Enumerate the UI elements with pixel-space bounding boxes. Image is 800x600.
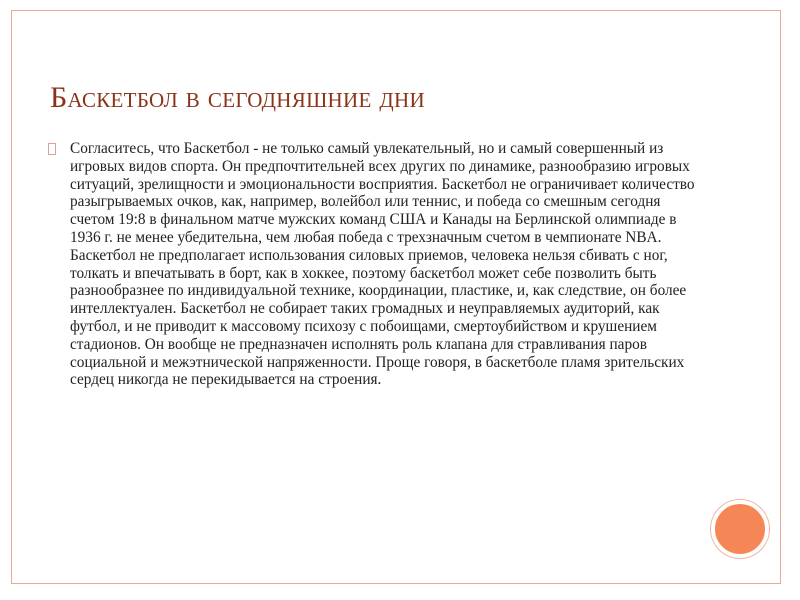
bullet-icon bbox=[48, 143, 56, 155]
accent-circle-icon bbox=[711, 500, 769, 558]
body-paragraph: Согласитесь, что Баскетбол - не только самый увлекательный, но и самый совершенный из игровых видов спорта. Он предпочтительней всех других по динамике, разнообразию игровых ситуаций, зрелищности и эмоциональности восприятия. Баскетбол не ограничивает количество разыгрываемых очков, как, например, волейбол или теннис, и победа со смешным сегодня счетом 19:8 в финальном матче мужских команд США и Канады на Берлинской олимпиаде в 1936 г. не менее убедительна, чем любая победа с трехзначным счетом в чемпионате NBA. Баскетбол не предполагает использования силовых приемов, человека нельзя сбивать с ног, толкать и впечатывать в борт, как в хоккее, поэтому баскетбол может себе позволить быть разнообразнее по индивидуальной технике, координации, пластике, и, как следствие, он более интеллектуален. Баскетбол не собирает таких громадных и неуправляемых аудиторий, как футбол, и не приводит к массовому психозу с побоищами, смертоубийством и крушением стадионов. Он вообще не предназначен исполнять роль клапана для стравливания паров социальной и межэтнической напряженности. Проще говоря, в баскетболе пламя зрительских сердец никогда не перекидывается на строения. bbox=[70, 140, 695, 389]
slide-title: Баскетбол в сегодняшние дни bbox=[50, 81, 425, 114]
